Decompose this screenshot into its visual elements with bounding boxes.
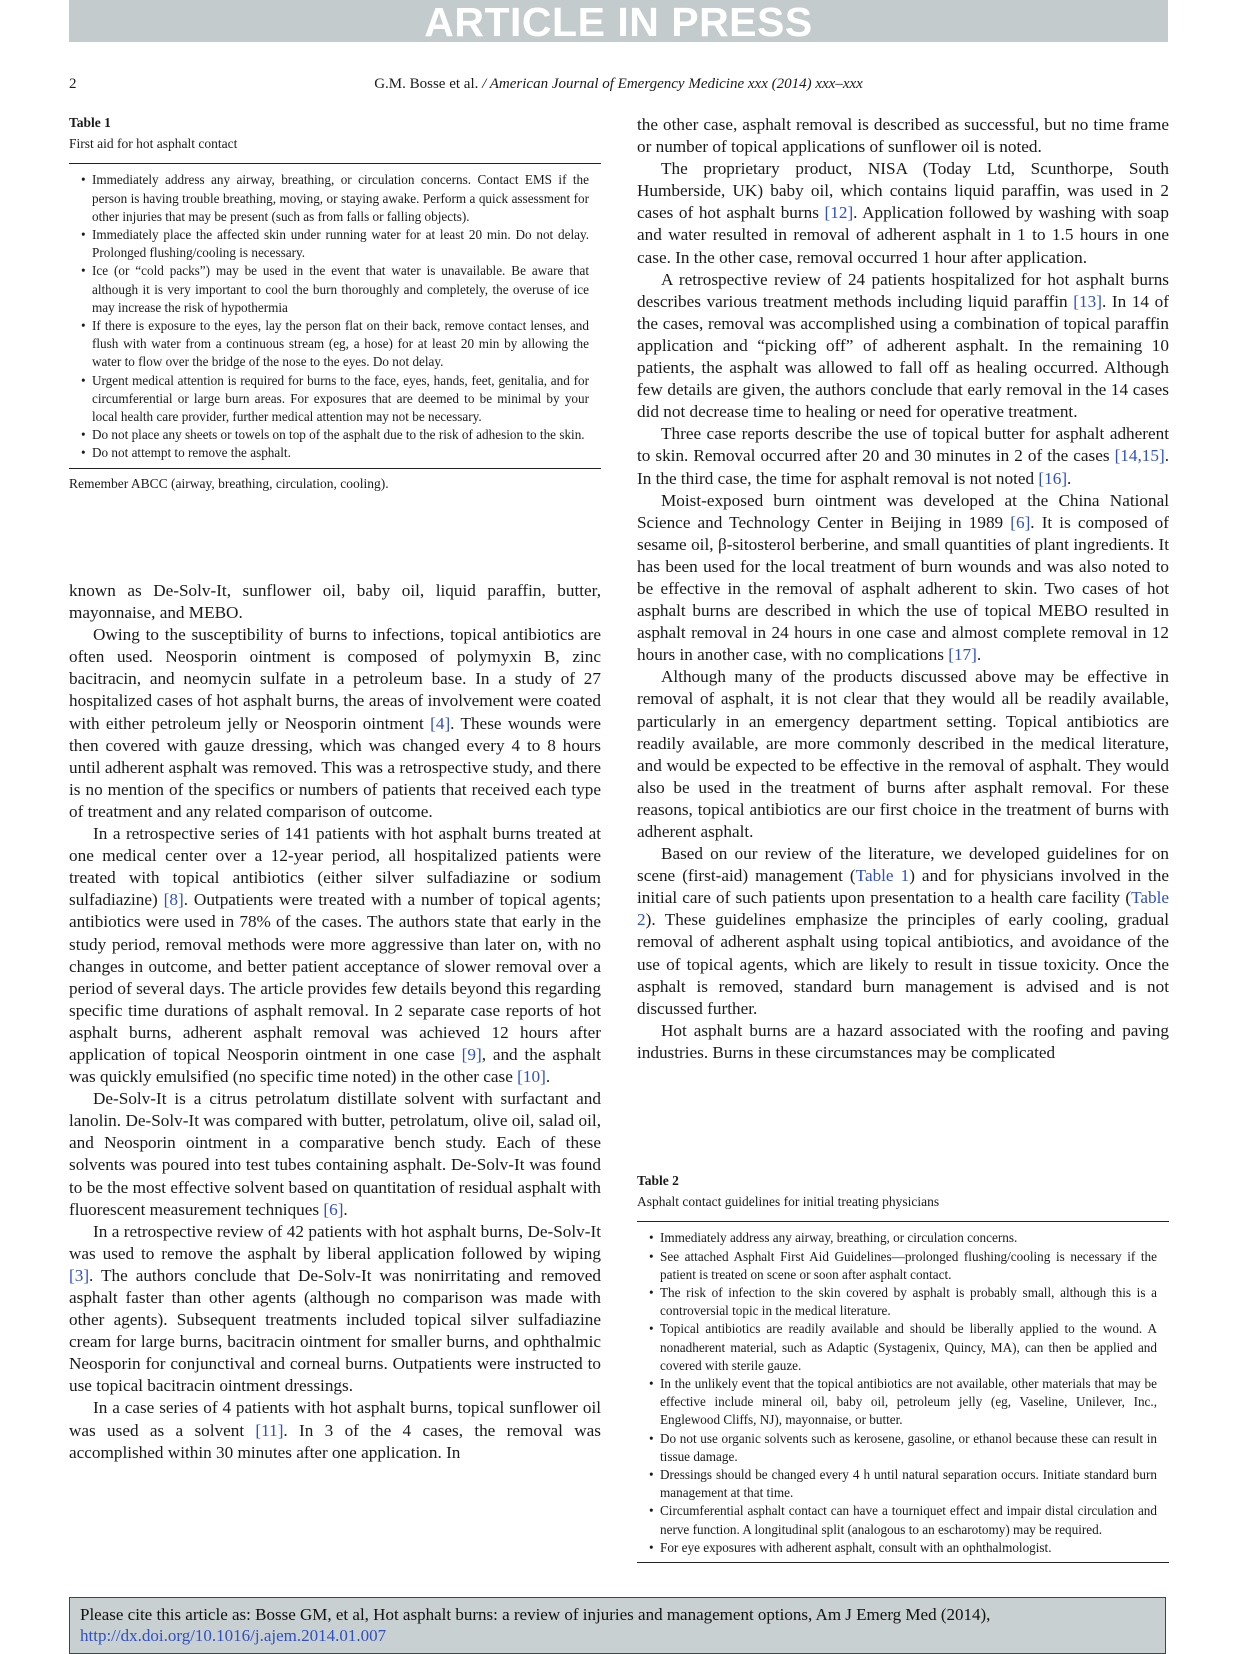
list-item: • The risk of infection to the skin covered by asphalt is probably small, although this is a controversial topic in the medical literature.	[649, 1284, 1157, 1320]
table-1-label: Table 1	[69, 115, 111, 130]
paragraph: the other case, asphalt removal is described as successful, but no time frame or number of topical applications of sunflower oil is noted.	[637, 115, 1169, 157]
list-item: • Dressings should be changed every 4 h until natural separation occurs. Initiate standard burn management at that time.	[649, 1466, 1157, 1502]
list-item: • Do not use organic solvents such as kerosene, gasoline, or ethanol because these can result in tissue damage.	[649, 1430, 1157, 1466]
table-1-list	[69, 164, 601, 467]
paragraph: A retrospective review of 24 patients hospitalized for hot asphalt burns describes various treatment methods including liquid paraffin [13]. In 14 of the cases, removal was accomplished using a combination of topical paraffin application and “picking off” of adherent asphalt. In the remaining 10 patients, the asphalt was allowed to fall off as healing occurred. Although few details are given, the authors conclude that early removal in the 14 cases did not decrease time to healing or need for operative treatment.	[637, 269, 1169, 422]
list-item: • If there is exposure to the eyes, lay the person flat on their back, remove contact lenses, and flush with water from a continuous stream (eg, a hose) for at least 20 min by allowing the water to flow over the bridge of the nose to the eyes. Do not delay.	[81, 317, 589, 372]
paragraph: Owing to the susceptibility of burns to infections, topical antibiotics are often used. Neosporin ointment is composed of polymyxin B, zinc bacitracin, and neomycin sulfate in a petroleum base. In a study of 27 hospitalized cases of hot asphalt burns, the areas of involvement were coated with either petroleum jelly or Neosporin ointment [4]. These wounds were then covered with gauze dressing, which was changed every 4 to 8 hours until adherent asphalt was removed. This was a retrospective study, and there is no mention of the specifics or numbers of patients that received each type of treatment and any related comparison of outcome.	[69, 625, 601, 821]
article-in-press-banner: ARTICLE IN PRESS	[69, 0, 1168, 42]
page-number: 2	[69, 76, 77, 92]
list-item: • For eye exposures with adherent asphalt, consult with an ophthalmologist.	[649, 1539, 1157, 1557]
right-column	[637, 114, 1169, 1064]
paragraph: Although many of the products discussed above may be effective in removal of asphalt, it is not clear that they would all be readily available, particularly in an emergency department setting. Topical antibiotics are readily available, are more commonly described in the medical literature, and would be expected to be effective in the removal of asphalt. They would also be used in the treatment of burns after asphalt removal. For these reasons, topical antibiotics are our first choice in the treatment of burns with adherent asphalt.	[637, 667, 1169, 841]
paragraph: Moist-exposed burn ointment was developed at the China National Science and Technology Center in Beijing in 1989 [6]. It is composed of sesame oil, β-sitosterol berberine, and small quantities of plant ingredients. It has been used for the local treatment of burn wounds and was also noted to be effective in the removal of asphalt adherent to skin. Two cases of hot asphalt burns are described in which the use of topical MEBO resulted in asphalt removal in 24 hours in one case and almost complete removal in 12 hours in another case, with no complications [17].	[637, 490, 1169, 665]
left-column	[69, 580, 601, 1464]
list-item: • Do not place any sheets or towels on top of the asphalt due to the risk of adhesion to the skin.	[81, 426, 589, 444]
paragraph: Three case reports describe the use of topical butter for asphalt adherent to skin. Removal occurred after 20 and 30 minutes in 2 of the cases [14,15]. In the third case, the time for asphalt removal is not noted [16].	[637, 424, 1169, 488]
list-item: • Immediately place the affected skin under running water for at least 20 min. Do not delay. Prolonged flushing/cooling is necessary.	[81, 226, 589, 262]
table-1	[69, 114, 601, 493]
paragraph: De-Solv-It is a citrus petrolatum distillate solvent with surfactant and lanolin. De-Solv-It was compared with butter, petrolatum, olive oil, salad oil, and Neosporin ointment in a comparative bench study. Each of these solvents was poured into test tubes containing asphalt. De-Solv-It was found to be the most effective solvent based on quantitation of residual asphalt with fluorescent measurement techniques [6].	[69, 1089, 601, 1219]
list-item: • See attached Asphalt First Aid Guidelines—prolonged flushing/cooling is necessary if the patient is treated on scene or soon after asphalt contact.	[649, 1248, 1157, 1284]
reference-link[interactable]: [8]	[163, 890, 184, 910]
reference-link[interactable]: [4]	[430, 713, 451, 733]
list-item: • Circumferential asphalt contact can have a tourniquet effect and impair distal circulation and nerve function. A longitudinal split (analogous to an escharotomy) may be required.	[649, 1502, 1157, 1538]
list-item: • Ice (or “cold packs”) may be used in the event that water is unavailable. Be aware that although it is very important to cool the burn thoroughly and completely, the overuse of ice may increase the risk of hypothermia	[81, 262, 589, 317]
paragraph: Hot asphalt burns are a hazard associated with the roofing and paving industries. Burns in these circumstances may be complicated	[637, 1020, 1169, 1062]
running-head-authors: G.M. Bosse et al.	[374, 76, 479, 92]
doi-link[interactable]: http://dx.doi.org/10.1016/j.ajem.2014.01.007	[80, 1626, 387, 1645]
table-2-caption: Asphalt contact guidelines for initial treating physicians	[637, 1194, 940, 1210]
table-2-label: Table 2	[637, 1173, 679, 1188]
citation-text: Please cite this article as: Bosse GM, et al, Hot asphalt burns: a review of injuries and management options, Am J Emerg Med (2014),	[80, 1605, 991, 1624]
table-2	[637, 1172, 1169, 1563]
reference-link[interactable]: [12]	[824, 203, 854, 223]
paragraph: The proprietary product, NISA (Today Ltd, Scunthorpe, South Humberside, UK) baby oil, which contains liquid paraffin, was used in 2 cases of hot asphalt burns [12]. Application followed by washing with soap and water resulted in removal of adherent asphalt in 1 to 1.5 hours in one case. In the other case, removal occurred 1 hour after application.	[637, 159, 1170, 267]
citation-box	[69, 1597, 1166, 1654]
paragraph: In a case series of 4 patients with hot asphalt burns, topical sunflower oil was used as a solvent [11]. In 3 of the 4 cases, the removal was accomplished within 30 minutes after one application. In	[69, 1398, 601, 1462]
list-item: • In the unlikely event that the topical antibiotics are not available, other materials that may be effective include mineral oil, baby oil, petroleum jelly (eg, Vaseline, Unilever, Inc., Englewood Cliffs, NJ), mayonnaise, or butter.	[649, 1375, 1157, 1430]
reference-link[interactable]: [3]	[69, 1265, 90, 1285]
list-item: • Immediately address any airway, breathing, or circulation concerns. Contact EMS if the person is having trouble breathing, moving, or staying awake. Perform a quick assessment for other injuries that may be present (such as from falls or falling objects).	[81, 171, 589, 226]
reference-link[interactable]: [14,15]	[1114, 446, 1165, 466]
table-link[interactable]: Table 2	[637, 888, 1169, 930]
reference-link[interactable]: [9]	[461, 1044, 482, 1064]
paragraph: In a retrospective review of 42 patients with hot asphalt burns, De-Solv-It was used to remove the asphalt by liberal application followed by wiping [3]. The authors conclude that De-Solv-It was nonirritating and removed asphalt faster than other agents (although no comparison was made with other agents). Subsequent treatments included topical silver sulfadiazine cream for large burns, bacitracin ointment for smaller burns, and ophthalmic Neosporin for conjunctival and corneal burns. Outpatients were instructed to use topical bacitracin ointment dressings.	[69, 1221, 601, 1396]
list-item: • Immediately address any airway, breathing, or circulation concerns.	[649, 1229, 1157, 1247]
paragraph: known as De-Solv-It, sunflower oil, baby oil, liquid paraffin, butter, mayonnaise, and MEBO.	[69, 581, 601, 623]
reference-link[interactable]: [13]	[1073, 291, 1102, 311]
list-item: • Do not attempt to remove the asphalt.	[81, 444, 589, 462]
paragraph: In a retrospective series of 141 patients with hot asphalt burns treated at one medical center over a 12-year period, all hospitalized patients were treated with topical antibiotics (either silver sulfadiazine or sodium sulfadiazine) [8]. Outpatients were treated with a number of topical agents; antibiotics were used in 78% of the cases. The authors state that early in the study period, removal methods were more aggressive than later on, with no changes in outcome, and better patient acceptance of slower removal over a period of several days. The article provides few details beyond this regarding specific time durations of asphalt removal. In 2 separate case reports of hot asphalt burns, adherent asphalt removal was achieved 12 hours after application of topical Neosporin ointment in one case [9], and the asphalt was quickly emulsified (no specific time noted) in the other case [10].	[69, 824, 602, 1087]
reference-link[interactable]: [6]	[323, 1199, 344, 1219]
reference-link[interactable]: [6]	[1010, 512, 1031, 532]
table-1-caption: First aid for hot asphalt contact	[69, 136, 238, 152]
reference-link[interactable]: [10]	[517, 1067, 546, 1087]
reference-link[interactable]: [11]	[255, 1420, 284, 1440]
table-2-list	[637, 1222, 1169, 1562]
table-link[interactable]: Table 1	[855, 866, 910, 886]
paragraph: Based on our review of the literature, we developed guidelines for on scene (first-aid) management (Table 1) and for physicians involved in the initial care of such patients upon presentation to a health care facility (Table 2). These guidelines emphasize the principles of early cooling, gradual removal of adherent asphalt using topical antibiotics, and avoidance of the use of topical agents, which are likely to result in tissue toxicity. Once the asphalt is removed, standard burn management is advised and is not discussed further.	[637, 844, 1169, 1018]
reference-link[interactable]: [17]	[948, 645, 977, 665]
running-head-journal: / American Journal of Emergency Medicine xxx (2014) xxx–xxx	[478, 76, 863, 92]
table-1-footnote: Remember ABCC (airway, breathing, circulation, cooling).	[69, 475, 389, 491]
list-item: • Urgent medical attention is required for burns to the face, eyes, hands, feet, genitalia, and for circumferential or large burn areas. For exposures that are deemed to be minimal by your local health care provider, further medical attention may not be necessary.	[81, 372, 589, 427]
list-item: • Topical antibiotics are readily available and should be liberally applied to the wound. A nonadherent material, such as Adaptic (Systagenix, Quincy, MA), can then be applied and covered with sterile gauze.	[649, 1320, 1157, 1375]
reference-link[interactable]: [16]	[1038, 468, 1068, 488]
running-head	[0, 76, 1237, 93]
